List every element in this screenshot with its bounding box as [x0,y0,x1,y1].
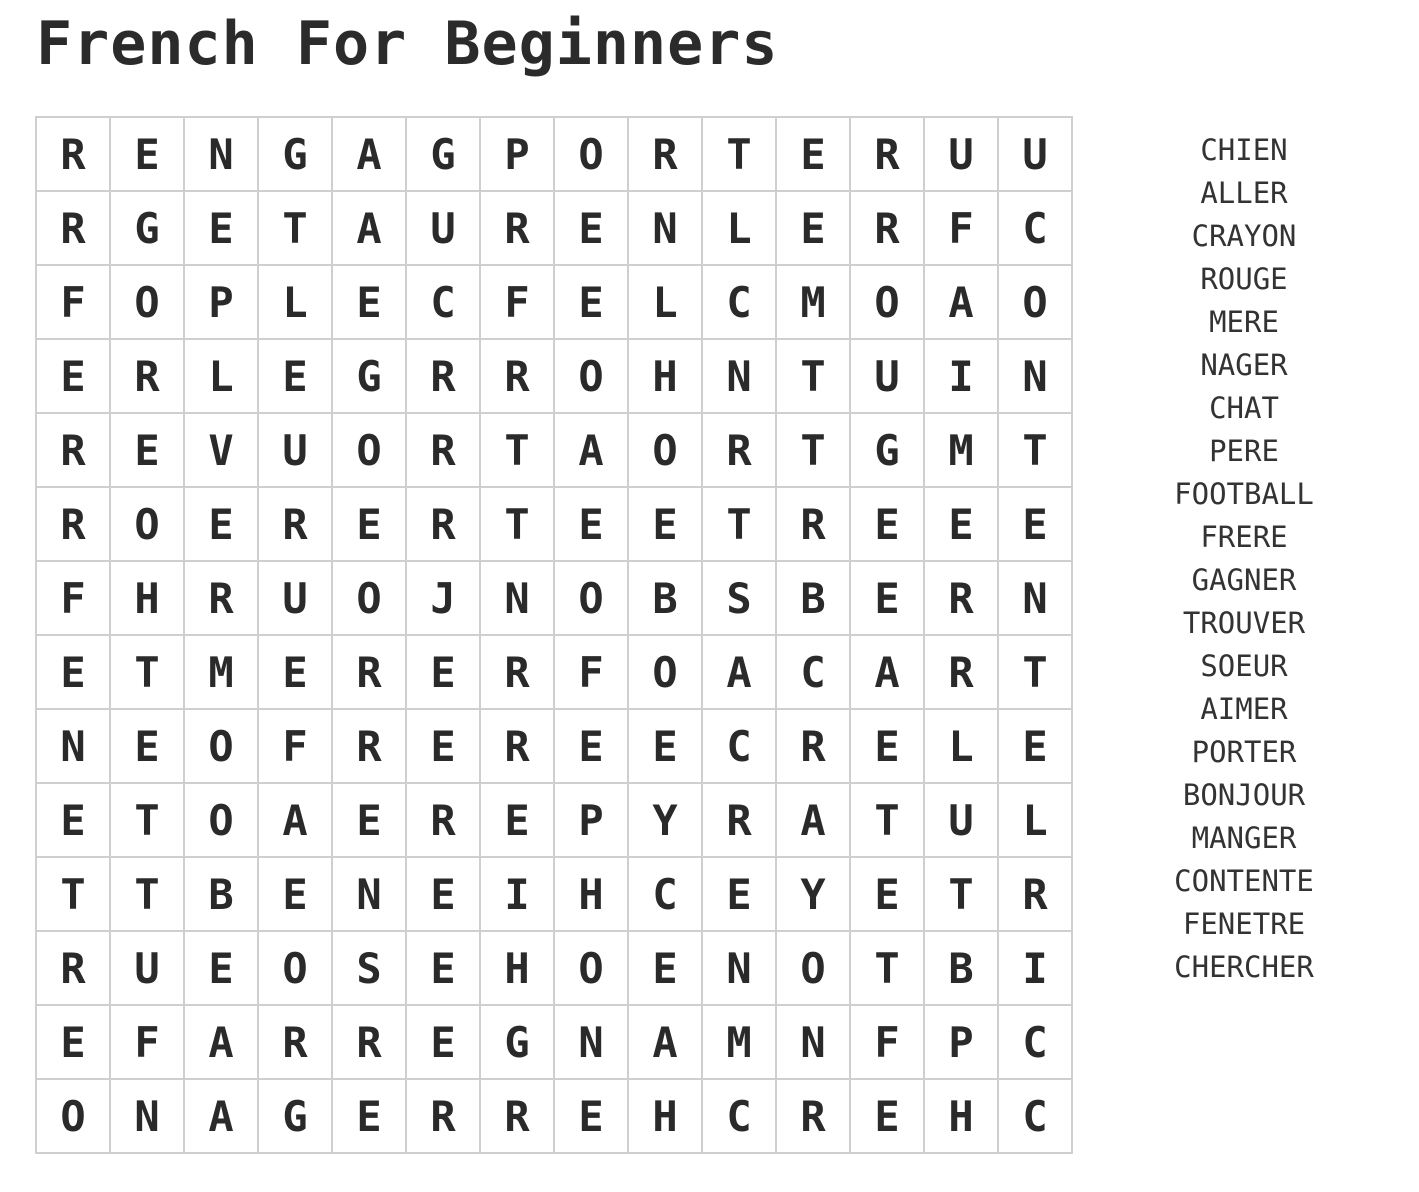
grid-cell[interactable]: E [37,636,111,710]
grid-cell[interactable]: O [629,636,703,710]
grid-cell[interactable]: N [999,562,1073,636]
grid-cell[interactable]: F [37,562,111,636]
word-list-item: MERE [1209,305,1279,339]
word-list-item: FENETRE [1182,907,1306,941]
grid-cell[interactable]: O [777,932,851,1006]
grid-cell[interactable]: I [925,340,999,414]
grid-cell[interactable]: R [851,118,925,192]
grid-cell[interactable]: R [777,710,851,784]
grid-cell[interactable]: R [629,118,703,192]
word-list-item: BONJOUR [1182,778,1306,812]
grid-cell[interactable]: R [481,340,555,414]
grid-cell[interactable]: Y [629,784,703,858]
grid-cell[interactable]: R [925,562,999,636]
word-list-item: GAGNER [1191,563,1297,597]
grid-cell[interactable]: N [37,710,111,784]
grid-cell[interactable]: A [185,1006,259,1080]
grid-cell[interactable]: E [333,784,407,858]
grid-cell[interactable]: E [111,710,185,784]
grid-cell[interactable]: F [111,1006,185,1080]
grid-cell[interactable]: O [555,118,629,192]
grid-cell[interactable]: E [777,118,851,192]
grid-cell[interactable]: L [703,192,777,266]
word-list-item: CHAT [1209,391,1279,425]
grid-cell[interactable]: T [259,192,333,266]
grid-cell[interactable]: T [111,858,185,932]
word-list-item: CHIEN [1200,133,1288,167]
grid-cell[interactable]: S [333,932,407,1006]
grid-cell[interactable]: F [259,710,333,784]
grid-cell[interactable]: R [999,858,1073,932]
grid-cell[interactable]: N [185,118,259,192]
grid-cell[interactable]: R [37,932,111,1006]
word-list-item: PERE [1209,434,1279,468]
grid-cell[interactable]: R [259,488,333,562]
grid-cell[interactable]: E [777,192,851,266]
grid-cell[interactable]: E [703,858,777,932]
grid-cell[interactable]: E [185,192,259,266]
grid-cell[interactable]: E [999,710,1073,784]
word-list-item: CRAYON [1191,219,1297,253]
grid-cell[interactable]: U [259,414,333,488]
grid-cell[interactable]: I [999,932,1073,1006]
word-list-item: FOOTBALL [1174,477,1314,511]
grid-cell[interactable]: O [629,414,703,488]
grid-cell[interactable]: F [481,266,555,340]
word-list-item: ROUGE [1200,262,1288,296]
grid-cell[interactable]: T [37,858,111,932]
word-list-item: FRERE [1200,520,1288,554]
grid-cell[interactable]: R [37,118,111,192]
grid-cell[interactable]: U [259,562,333,636]
grid-cell[interactable]: E [111,118,185,192]
grid-cell[interactable]: L [185,340,259,414]
grid-cell[interactable]: R [333,636,407,710]
grid-cell[interactable]: U [111,932,185,1006]
grid-cell[interactable]: T [777,340,851,414]
grid-cell[interactable]: R [185,562,259,636]
grid-cell[interactable]: M [703,1006,777,1080]
grid-cell[interactable]: R [481,636,555,710]
grid-cell[interactable]: E [259,636,333,710]
grid-cell[interactable]: E [999,488,1073,562]
grid-cell[interactable]: E [333,488,407,562]
grid-cell[interactable]: R [407,488,481,562]
grid-cell[interactable]: A [185,1080,259,1154]
grid-cell[interactable]: O [111,266,185,340]
grid-cell[interactable]: L [999,784,1073,858]
grid-cell[interactable]: R [333,710,407,784]
page-title: French For Beginners [36,9,779,79]
grid-cell[interactable]: L [259,266,333,340]
grid-cell[interactable]: T [999,414,1073,488]
grid-cell[interactable]: O [185,710,259,784]
grid-cell[interactable]: T [999,636,1073,710]
grid-cell[interactable]: L [925,710,999,784]
grid-cell[interactable]: G [333,340,407,414]
grid-cell[interactable]: M [925,414,999,488]
grid-cell[interactable]: M [185,636,259,710]
grid-cell[interactable]: E [481,784,555,858]
grid-cell[interactable]: O [999,266,1073,340]
grid-cell[interactable]: U [925,784,999,858]
grid-cell[interactable]: H [481,932,555,1006]
grid-cell[interactable]: T [851,784,925,858]
grid-cell[interactable]: B [629,562,703,636]
grid-cell[interactable]: N [629,192,703,266]
grid-cell[interactable]: R [777,488,851,562]
grid-cell[interactable]: E [185,932,259,1006]
grid-cell[interactable]: E [407,710,481,784]
grid-cell[interactable]: S [703,562,777,636]
grid-cell[interactable]: G [259,118,333,192]
letter-grid [35,116,1073,1154]
word-list-item: NAGER [1200,348,1288,382]
grid-cell[interactable]: B [777,562,851,636]
grid-cell[interactable]: E [407,636,481,710]
grid-cell[interactable]: O [555,932,629,1006]
grid-cell[interactable]: B [185,858,259,932]
grid-cell[interactable]: R [777,1080,851,1154]
grid-cell[interactable]: R [37,488,111,562]
grid-cell[interactable]: R [703,414,777,488]
grid-cell[interactable]: P [185,266,259,340]
grid-cell[interactable]: E [555,710,629,784]
grid-cell[interactable]: O [259,932,333,1006]
grid-cell[interactable]: E [259,340,333,414]
grid-cell[interactable]: R [703,784,777,858]
grid-cell[interactable]: N [481,562,555,636]
grid-cell[interactable]: E [555,266,629,340]
grid-cell[interactable]: C [777,636,851,710]
grid-cell[interactable]: O [333,414,407,488]
grid-cell[interactable]: E [629,488,703,562]
grid-cell[interactable]: E [555,1080,629,1154]
word-list [1164,129,1324,989]
grid-cell[interactable]: E [407,858,481,932]
grid-cell[interactable]: O [111,488,185,562]
grid-cell[interactable]: R [481,192,555,266]
grid-cell[interactable]: R [333,1006,407,1080]
grid-cell[interactable]: E [185,488,259,562]
word-list-item: MANGER [1191,821,1297,855]
grid-cell[interactable]: T [481,488,555,562]
grid-cell[interactable]: E [555,488,629,562]
grid-cell[interactable]: O [555,340,629,414]
grid-cell[interactable]: E [333,266,407,340]
grid-cell[interactable]: O [555,562,629,636]
grid-cell[interactable]: G [851,414,925,488]
grid-cell[interactable]: H [555,858,629,932]
grid-cell[interactable]: A [333,192,407,266]
grid-cell[interactable]: R [407,1080,481,1154]
grid-cell[interactable]: E [851,562,925,636]
grid-cell[interactable]: H [629,340,703,414]
grid-cell[interactable]: E [333,1080,407,1154]
grid-cell[interactable]: T [703,118,777,192]
grid-cell[interactable]: C [629,858,703,932]
grid-cell[interactable]: Y [777,858,851,932]
grid-cell[interactable]: C [407,266,481,340]
grid-cell[interactable]: V [185,414,259,488]
grid-cell[interactable]: G [481,1006,555,1080]
grid-cell[interactable]: R [407,340,481,414]
grid-cell[interactable]: R [37,414,111,488]
grid-cell[interactable]: E [851,858,925,932]
grid-cell[interactable]: L [629,266,703,340]
grid-cell[interactable]: C [999,1006,1073,1080]
grid-cell[interactable]: E [37,1006,111,1080]
grid-cell[interactable]: T [481,414,555,488]
grid-cell[interactable]: N [999,340,1073,414]
grid-cell[interactable]: N [703,932,777,1006]
grid-cell[interactable]: R [851,192,925,266]
grid-cell[interactable]: C [703,1080,777,1154]
grid-cell[interactable]: U [407,192,481,266]
grid-cell[interactable]: C [703,266,777,340]
grid-cell[interactable]: A [777,784,851,858]
grid-cell[interactable]: F [925,192,999,266]
word-list-item: TROUVER [1182,606,1306,640]
grid-cell[interactable]: A [925,266,999,340]
grid-cell[interactable]: E [37,784,111,858]
grid-cell[interactable]: E [851,1080,925,1154]
grid-cell[interactable]: E [925,488,999,562]
grid-cell[interactable]: A [629,1006,703,1080]
grid-cell[interactable]: C [703,710,777,784]
grid-cell[interactable]: T [777,414,851,488]
grid-cell[interactable]: N [555,1006,629,1080]
grid-cell[interactable]: R [925,636,999,710]
grid-cell[interactable]: O [851,266,925,340]
grid-cell[interactable]: E [555,192,629,266]
grid-cell[interactable]: R [407,414,481,488]
grid-cell[interactable]: H [629,1080,703,1154]
word-list-item: CONTENTE [1174,864,1314,898]
grid-cell[interactable]: R [407,784,481,858]
grid-cell[interactable]: T [111,636,185,710]
grid-cell[interactable]: F [851,1006,925,1080]
grid-cell[interactable]: A [555,414,629,488]
grid-cell[interactable]: E [259,858,333,932]
grid-cell[interactable]: E [629,932,703,1006]
grid-cell[interactable]: R [481,1080,555,1154]
grid-cell[interactable]: T [111,784,185,858]
grid-cell[interactable]: C [999,1080,1073,1154]
grid-cell[interactable]: E [111,414,185,488]
grid-cell[interactable]: E [629,710,703,784]
grid-cell[interactable]: E [407,1006,481,1080]
grid-cell[interactable]: O [333,562,407,636]
grid-cell[interactable]: N [111,1080,185,1154]
grid-cell[interactable]: R [259,1006,333,1080]
grid-cell[interactable]: U [851,340,925,414]
word-list-item: ALLER [1200,176,1288,210]
grid-cell[interactable]: R [111,340,185,414]
grid-cell[interactable]: E [37,340,111,414]
grid-cell[interactable]: E [851,488,925,562]
grid-cell[interactable]: F [37,266,111,340]
grid-cell[interactable]: T [703,488,777,562]
grid-cell[interactable]: H [925,1080,999,1154]
grid-cell[interactable]: C [999,192,1073,266]
grid-cell[interactable]: P [925,1006,999,1080]
grid-cell[interactable]: O [185,784,259,858]
grid-cell[interactable]: U [999,118,1073,192]
grid-cell[interactable]: A [333,118,407,192]
grid-cell[interactable]: A [259,784,333,858]
grid-cell[interactable]: H [111,562,185,636]
grid-cell[interactable]: O [37,1080,111,1154]
grid-cell[interactable]: M [777,266,851,340]
grid-cell[interactable]: G [407,118,481,192]
grid-cell[interactable]: G [111,192,185,266]
grid-cell[interactable]: P [481,118,555,192]
grid-cell[interactable]: E [851,710,925,784]
grid-cell[interactable]: I [481,858,555,932]
grid-cell[interactable]: B [925,932,999,1006]
grid-cell[interactable]: G [259,1080,333,1154]
word-list-item: AIMER [1200,692,1288,726]
grid-cell[interactable]: T [851,932,925,1006]
grid-cell[interactable]: N [777,1006,851,1080]
grid-cell[interactable]: R [37,192,111,266]
grid-cell[interactable]: P [555,784,629,858]
grid-cell[interactable]: A [703,636,777,710]
grid-cell[interactable]: E [407,932,481,1006]
word-list-item: SOEUR [1200,649,1288,683]
word-list-item: PORTER [1191,735,1297,769]
grid-cell[interactable]: T [925,858,999,932]
grid-cell[interactable]: R [481,710,555,784]
grid-cell[interactable]: J [407,562,481,636]
grid-cell[interactable]: F [555,636,629,710]
word-list-item: CHERCHER [1174,950,1314,984]
grid-cell[interactable]: U [925,118,999,192]
grid-cell[interactable]: N [703,340,777,414]
grid-cell[interactable]: A [851,636,925,710]
grid-cell[interactable]: N [333,858,407,932]
